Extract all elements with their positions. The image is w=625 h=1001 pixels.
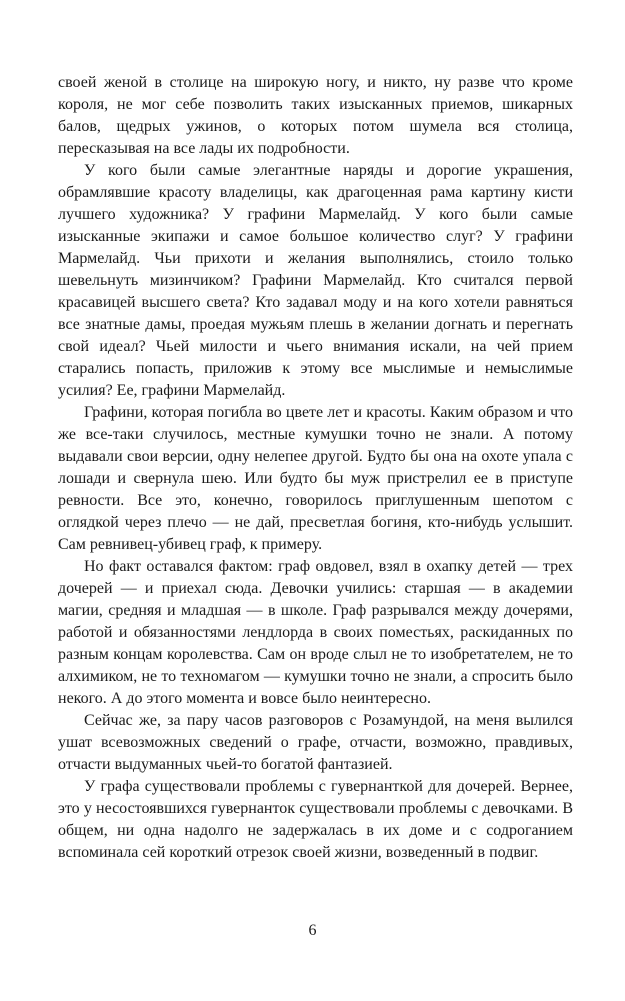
paragraph-6: У графа существовали проблемы с гувернанткой для дочерей. Вернее, это у несостоявшихся гувернанток существовали проблемы с девочками. В общем, ни одна надолго не задержалась в их доме и с содроганием вспоминала сей короткий отрезок своей жизни, возведенный в подвиг.	[58, 778, 573, 861]
paragraph-2: У кого были самые элегантные наряды и дорогие украшения, обрамлявшие красоту владелицы, как драгоценная рама картину кисти лучшего художника? У графини Мармелайд. У кого были самые изысканные экипажи и самое большое количество слуг? У графини Мармелайд. Чьи прихоти и желания выполнялись, стоило только шевельнуть мизинчиком? Графини Мармелайд. Кто считался первой красавицей высшего света? Кто задавал моду и на кого хотели равняться все знатные дамы, проедая мужьям плешь в желании догнать и перегнать свой идеал? Чьей милости и чьего внимания искали, на чей прием старались попасть, приложив к этому все мыслимые и немыслимые усилия? Ее, графини Мармелайд.	[58, 162, 573, 399]
paragraph-3: Графини, которая погибла во цвете лет и красоты. Каким образом и что же все-таки случилось, местные кумушки точно не знали. А потому выдавали свои версии, одну нелепее другой. Будто бы она на охоте упала с лошади и свернула шею. Или будто бы муж пристрелил ее в приступе ревности. Все это, конечно, говорилось приглушенным шепотом с оглядкой через плечо — не дай, пресветлая богиня, кто-нибудь услышит. Сам ревнивец-убивец граф, к примеру.	[58, 404, 573, 553]
paragraph-4: Но факт оставался фактом: граф овдовел, взял в охапку детей — трех дочерей — и приехал сюда. Девочки учились: старшая — в академии магии, средняя и младшая — в школе. Граф разрывался между дочерями, работой и обязанностями лендлорда в своих поместьях, раскиданных по разным концам королевства. Сам он вроде слыл не то изобретателем, не то алхимиком, не то техномагом — кумушки точно не знали, а спросить было некого. А до этого момента и вовсе было неинтересно.	[58, 558, 573, 707]
page-number: 6	[308, 922, 317, 939]
body-text	[58, 72, 573, 864]
paragraph-1: своей женой в столице на широкую ногу, и никто, ну разве что кроме короля, не мог себе позволить таких изысканных приемов, шикарных балов, щедрых ужинов, о которых потом шумела вся столица, пересказывая на все лады их подробности.	[58, 74, 573, 157]
paragraph-5: Сейчас же, за пару часов разговоров с Розамундой, на меня вылился ушат всевозможных сведений о графе, отчасти, возможно, правдивых, отчасти выдуманных чьей-то богатой фантазией.	[58, 712, 573, 773]
